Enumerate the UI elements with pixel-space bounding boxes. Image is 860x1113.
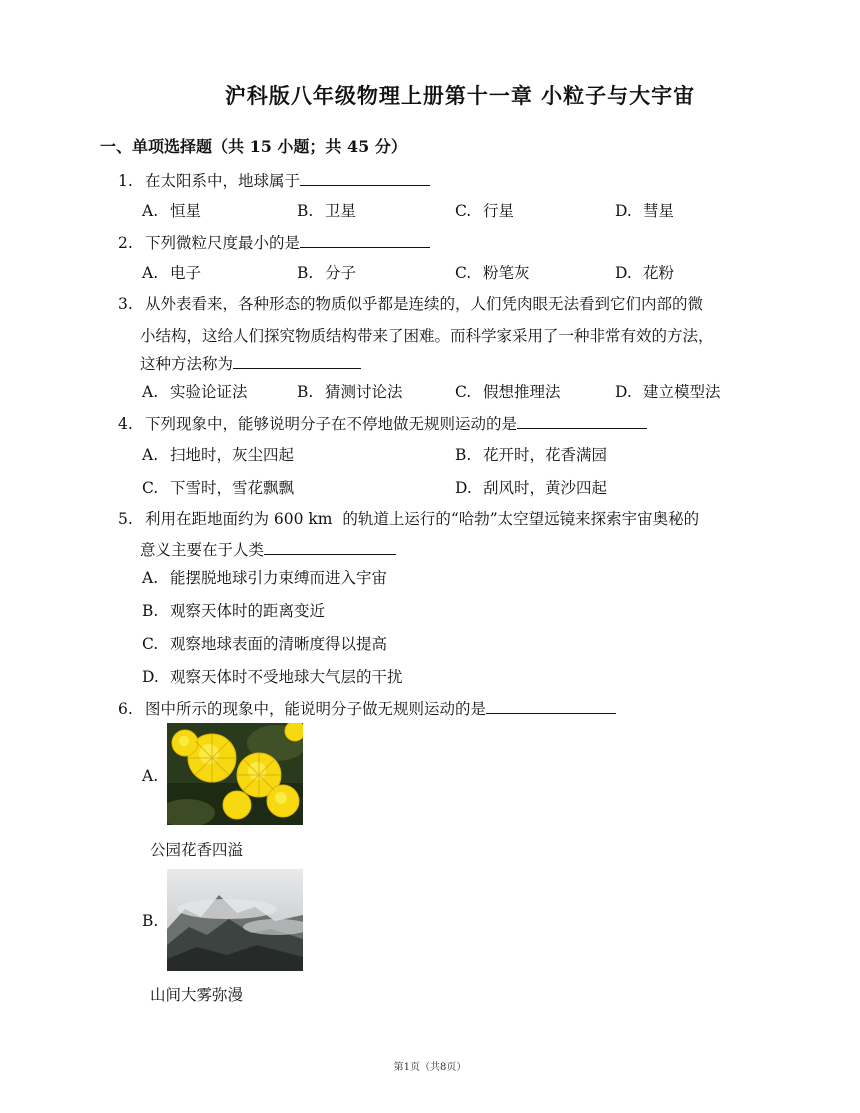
option-d[interactable]: D. 观察天体时不受地球大气层的干扰 <box>142 668 403 686</box>
answer-blank[interactable] <box>300 171 430 186</box>
answer-blank[interactable] <box>264 540 396 555</box>
page-footer: 第1页（共8页） <box>393 1062 467 1073</box>
chrysanthemum-photo[interactable] <box>167 723 303 825</box>
question-text: 图中所示的现象中，能说明分子做无规则运动的是 <box>144 700 486 718</box>
option-c[interactable]: C. 粉笔灰 <box>455 264 530 282</box>
option-d[interactable]: D. 建立模型法 <box>615 383 721 401</box>
option-b[interactable]: B. 卫星 <box>297 202 357 220</box>
page-title: 沪科版八年级物理上册第十一章 小粒子与大宇宙 <box>224 83 696 108</box>
option-a[interactable]: A. 实验论证法 <box>142 383 248 401</box>
question-text-line-1: 从外表看来，各种形态的物质似乎都是连续的，人们凭肉眼无法看到它们内部的微 <box>144 295 703 313</box>
answer-blank[interactable] <box>486 699 616 714</box>
answer-blank[interactable] <box>300 233 430 248</box>
flower-image <box>167 723 303 825</box>
question-3-line-3: 这种方法称为 <box>140 352 361 374</box>
option-a[interactable]: A. 恒星 <box>142 202 202 220</box>
question-text: 下列现象中，能够说明分子在不停地做无规则运动的是 <box>144 415 517 433</box>
question-3: 3. 从外表看来，各种形态的物质似乎都是连续的，人们凭肉眼无法看到它们内部的微 <box>118 295 703 313</box>
question-text-line-2: 小结构，这给人们探究物质结构带来了困难。而科学家采用了一种非常有效的方法， <box>140 327 714 345</box>
mountain-image <box>167 869 303 971</box>
option-a[interactable]: A. 电子 <box>142 264 202 282</box>
question-1: 1. 在太阳系中，地球属于 <box>118 171 430 190</box>
image-caption-a: 公园花香四溢 <box>150 841 244 859</box>
option-c[interactable]: C. 假想推理法 <box>455 383 561 401</box>
image-caption-b: 山间大雾弥漫 <box>150 986 244 1004</box>
answer-blank[interactable] <box>233 354 361 369</box>
option-d[interactable]: D. 刮风时，黄沙四起 <box>455 479 608 497</box>
option-b[interactable]: B. 分子 <box>297 264 357 282</box>
option-a-letter[interactable]: A. <box>142 767 159 785</box>
misty-mountain-photo[interactable] <box>167 869 303 971</box>
question-6: 6. 图中所示的现象中，能说明分子做无规则运动的是 <box>118 699 616 718</box>
question-5-line-2: 意义主要在于人类 <box>140 538 396 560</box>
answer-blank[interactable] <box>517 414 647 429</box>
option-c[interactable]: C. 观察地球表面的清晰度得以提高 <box>142 635 388 653</box>
option-d[interactable]: D. 彗星 <box>615 202 675 220</box>
option-c[interactable]: C. 行星 <box>455 202 515 220</box>
option-d[interactable]: D. 花粉 <box>615 264 675 282</box>
section-heading: 一、单项选择题（共 15 小题；共 45 分） <box>100 137 407 156</box>
option-b[interactable]: B. 观察天体时的距离变近 <box>142 602 326 620</box>
option-a[interactable]: A. 扫地时，灰尘四起 <box>142 446 295 464</box>
option-a[interactable]: A. 能摆脱地球引力束缚而进入宇宙 <box>142 569 388 587</box>
question-text: 在太阳系中，地球属于 <box>144 172 300 190</box>
option-b-letter[interactable]: B. <box>142 912 159 930</box>
option-c[interactable]: C. 下雪时，雪花飘飘 <box>142 479 295 497</box>
option-b[interactable]: B. 花开时，花香满园 <box>455 446 608 464</box>
question-text-line-1: 利用在距地面约为 600 km 的轨道上运行的“哈勃”太空望远镜来探索宇宙奥秘的 <box>144 510 700 528</box>
question-5: 5. 利用在距地面约为 600 km 的轨道上运行的“哈勃”太空望远镜来探索宇宙奥秘的 <box>118 510 700 528</box>
question-4: 4. 下列现象中，能够说明分子在不停地做无规则运动的是 <box>118 414 647 433</box>
option-b[interactable]: B. 猜测讨论法 <box>297 383 403 401</box>
question-2: 2. 下列微粒尺度最小的是 <box>118 233 430 252</box>
question-text: 下列微粒尺度最小的是 <box>144 234 300 252</box>
